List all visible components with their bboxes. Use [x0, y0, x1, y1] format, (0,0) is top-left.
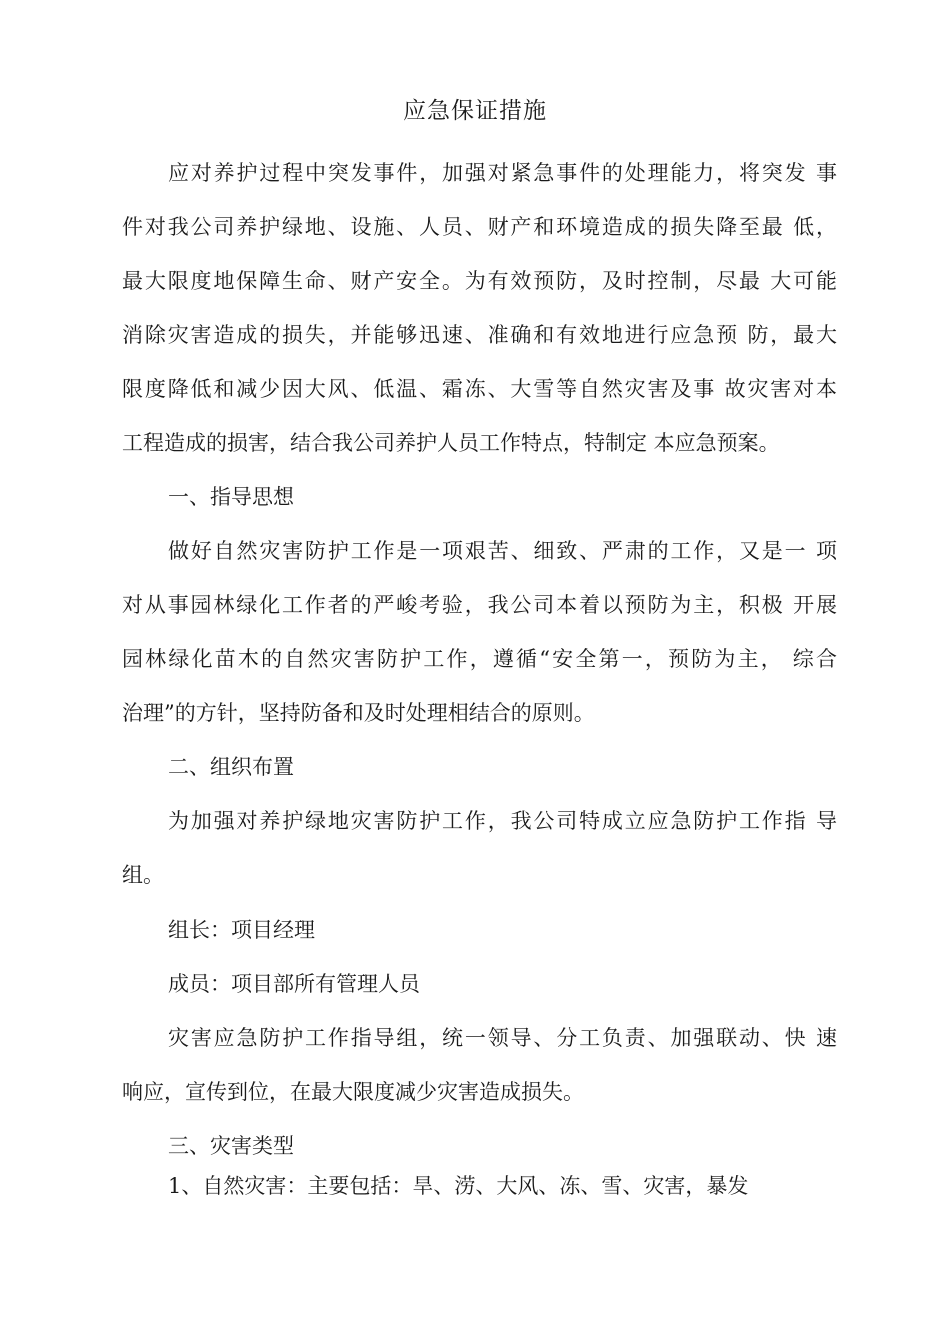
text-line: 1、自然灾害：主要包括：旱、涝、大风、冻、雪、灾害，暴发 [168, 1174, 749, 1198]
text-line: 件对我公司养护绿地、设施、人员、财产和环境造成的损失降至最 低， [122, 215, 837, 239]
page-title: 应急保证措施 [403, 98, 547, 124]
text-line: 限度降低和减少因大风、低温、霜冻、大雪等自然灾害及事 故灾害对本 [122, 377, 837, 401]
text-line: 为加强对养护绿地灾害防护工作，我公司特成立应急防护工作指 导 [168, 809, 837, 833]
text-line: 三、灾害类型 [168, 1134, 294, 1158]
text-line: 消除灾害造成的损失，并能够迅速、准确和有效地进行应急预 防，最大 [122, 323, 837, 347]
text-line: 成员：项目部所有管理人员 [168, 972, 420, 996]
text-line: 一、指导思想 [168, 485, 294, 509]
text-line: 园林绿化苗木的自然灾害防护工作，遵循“安全第一，预防为主， 综合 [122, 647, 837, 671]
text-line: 对从事园林绿化工作者的严峻考验，我公司本着以预防为主，积极 开展 [122, 593, 837, 617]
text-line: 治理”的方针，坚持防备和及时处理相结合的原则。 [122, 701, 595, 725]
text-line: 组长：项目经理 [168, 918, 315, 942]
text-line: 做好自然灾害防护工作是一项艰苦、细致、严肃的工作，又是一 项 [168, 539, 837, 563]
text-line: 二、组织布置 [168, 755, 294, 779]
text-line: 应对养护过程中突发事件，加强对紧急事件的处理能力，将突发 事 [168, 161, 837, 185]
text-line: 最大限度地保障生命、财产安全。为有效预防，及时控制，尽最 大可能 [122, 269, 837, 293]
text-line: 工程造成的损害，结合我公司养护人员工作特点，特制定 本应急预案。 [122, 431, 780, 455]
text-line: 组。 [122, 863, 164, 887]
text-line: 灾害应急防护工作指导组，统一领导、分工负责、加强联动、快 速 [168, 1026, 837, 1050]
text-line: 响应，宣传到位，在最大限度减少灾害造成损失。 [122, 1080, 584, 1104]
